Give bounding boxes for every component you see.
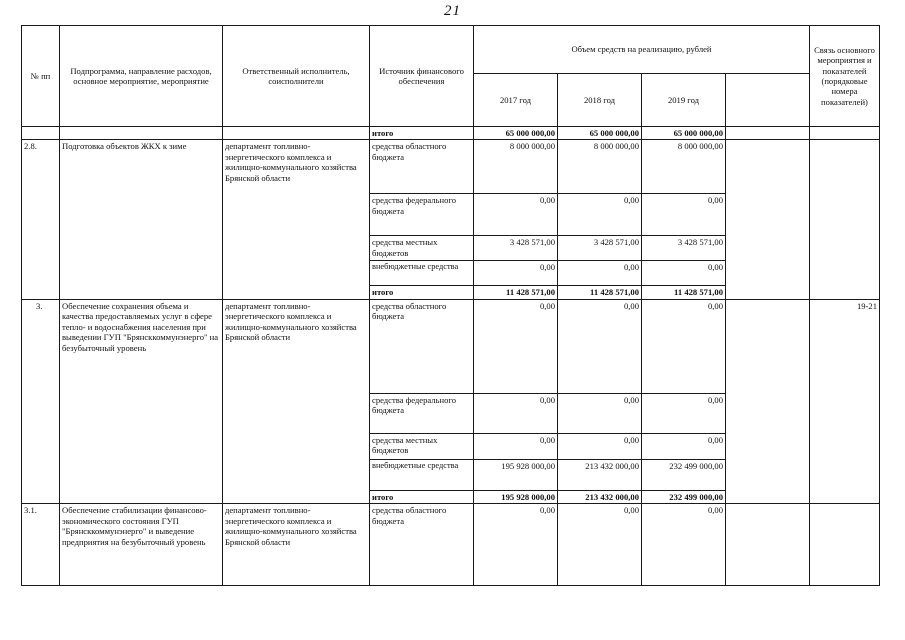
header-year-extra — [726, 74, 810, 127]
cell-executor: департамент топливно-энергетического комплекса и жилищно-коммунального хозяйства Брянской области — [223, 299, 370, 503]
cell-2017: 195 928 000,00 — [474, 490, 558, 503]
cell-link — [810, 140, 880, 299]
cell-2018: 213 432 000,00 — [558, 459, 642, 490]
cell-2019: 0,00 — [642, 261, 726, 286]
cell-2019: 0,00 — [642, 504, 726, 586]
cell-program: Обеспечение стабилизации финансово- экономического состояния ГУП "Брянсккоммунэнерго" и выведение предприятия на безубыточный уровень — [60, 504, 223, 586]
header-year-2017: 2017 год — [474, 74, 558, 127]
cell-2018: 0,00 — [558, 504, 642, 586]
cell-2017: 195 928 000,00 — [474, 459, 558, 490]
cell-2019: 65 000 000,00 — [642, 127, 726, 140]
cell-executor — [223, 127, 370, 140]
cell-2017: 65 000 000,00 — [474, 127, 558, 140]
cell-source: средства федерального бюджета — [370, 393, 474, 433]
page-number: 21 — [444, 3, 461, 19]
header-amount: Объем средств на реализацию, рублей — [474, 26, 810, 74]
cell-2019: 232 499 000,00 — [642, 459, 726, 490]
table-row — [22, 299, 880, 393]
cell-no: 2.8. — [22, 140, 60, 299]
cell-2017: 3 428 571,00 — [474, 236, 558, 261]
cell-2018: 11 428 571,00 — [558, 286, 642, 299]
cell-2017: 0,00 — [474, 261, 558, 286]
cell-extra — [726, 299, 810, 503]
header-program: Подпрограмма, направление расходов, основное мероприятие, мероприятие — [60, 26, 223, 127]
header-link: Связь основного мероприятия и показателей (порядковые номера показателей) — [810, 26, 880, 127]
cell-2019: 0,00 — [642, 299, 726, 393]
cell-2018: 213 432 000,00 — [558, 490, 642, 503]
cell-2017: 0,00 — [474, 393, 558, 433]
cell-2017: 0,00 — [474, 504, 558, 586]
cell-link — [810, 504, 880, 586]
cell-2017: 0,00 — [474, 299, 558, 393]
table-row — [22, 140, 880, 194]
cell-source: средства областного бюджета — [370, 299, 474, 393]
cell-link — [810, 127, 880, 140]
cell-2019: 8 000 000,00 — [642, 140, 726, 194]
cell-2017: 0,00 — [474, 433, 558, 459]
header-year-2019: 2019 год — [642, 74, 726, 127]
header-row-top — [22, 26, 880, 74]
header-executor: Ответственный исполнитель, соисполнители — [223, 26, 370, 127]
table-row — [22, 504, 880, 586]
cell-source: итого — [370, 286, 474, 299]
cell-no: 3. — [22, 299, 60, 503]
cell-source: средства местных бюджетов — [370, 433, 474, 459]
cell-source: средства федерального бюджета — [370, 194, 474, 236]
cell-2018: 0,00 — [558, 261, 642, 286]
cell-program — [60, 127, 223, 140]
cell-2018: 0,00 — [558, 393, 642, 433]
cell-extra — [726, 140, 810, 299]
cell-link: 19-21 — [810, 299, 880, 503]
cell-2018: 0,00 — [558, 433, 642, 459]
cell-2018: 0,00 — [558, 194, 642, 236]
header-no: № пп — [22, 26, 60, 127]
cell-2018: 3 428 571,00 — [558, 236, 642, 261]
header-source: Источник финансового обеспечения — [370, 26, 474, 127]
cell-source: итого — [370, 127, 474, 140]
cell-2019: 0,00 — [642, 433, 726, 459]
cell-2019: 0,00 — [642, 194, 726, 236]
header-year-2018: 2018 год — [558, 74, 642, 127]
cell-source: внебюджетные средства — [370, 459, 474, 490]
cell-2018: 8 000 000,00 — [558, 140, 642, 194]
cell-2017: 0,00 — [474, 194, 558, 236]
cell-program: Подготовка объектов ЖКХ к зиме — [60, 140, 223, 299]
cell-2019: 232 499 000,00 — [642, 490, 726, 503]
cell-source: средства местных бюджетов — [370, 236, 474, 261]
cell-2017: 11 428 571,00 — [474, 286, 558, 299]
cell-2017: 8 000 000,00 — [474, 140, 558, 194]
cell-source: средства областного бюджета — [370, 140, 474, 194]
cell-2019: 0,00 — [642, 393, 726, 433]
cell-no: 3.1. — [22, 504, 60, 586]
cell-source: средства областного бюджета — [370, 504, 474, 586]
cell-extra — [726, 504, 810, 586]
cell-executor: департамент топливно-энергетического комплекса и жилищно-коммунального хозяйства Брянской области — [223, 504, 370, 586]
cell-2019: 3 428 571,00 — [642, 236, 726, 261]
cell-extra — [726, 127, 810, 140]
cell-2018: 65 000 000,00 — [558, 127, 642, 140]
cell-source: итого — [370, 490, 474, 503]
cell-program: Обеспечение сохранения объема и качества предоставляемых услуг в сфере тепло- и водоснабжения населения при выведении ГУП "Брянсккоммунэнерго" на безубыточный уровень — [60, 299, 223, 503]
funding-table — [21, 25, 880, 586]
cell-executor: департамент топливно-энергетического комплекса и жилищно-коммунального хозяйства Брянской области — [223, 140, 370, 299]
cell-2019: 11 428 571,00 — [642, 286, 726, 299]
cell-2018: 0,00 — [558, 299, 642, 393]
table-row — [22, 127, 880, 140]
cell-no — [22, 127, 60, 140]
cell-source: внебюджетные средства — [370, 261, 474, 286]
